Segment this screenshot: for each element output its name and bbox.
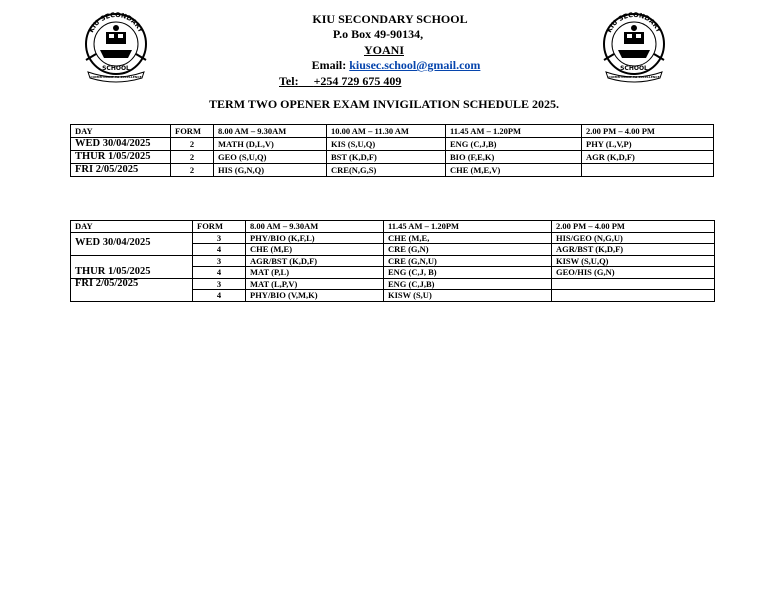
table-cell [552, 278, 715, 290]
header-cell: 10.00 AM – 11.30 AM [327, 125, 446, 138]
table-cell: CRE (G,N,U) [384, 255, 552, 267]
table-cell: GEO/HIS (G,N) [552, 267, 715, 279]
table-cell: AGR/BST (K,D,F) [246, 255, 384, 267]
table-cell: PHY (L,V,P) [582, 138, 714, 151]
table-row [71, 151, 714, 164]
table-cell: BST (K,D,F) [327, 151, 446, 164]
header-cell: 8.00 AM – 9.30AM [214, 125, 327, 138]
day-cell: THUR 1/05/2025 [71, 151, 171, 164]
table-cell: HIS/GEO (N,G,U) [552, 232, 715, 244]
town: YOANI [363, 43, 404, 57]
table-cell: ENG (C,J, B) [384, 267, 552, 279]
header-cell: 8.00 AM – 9.30AM [246, 221, 384, 233]
header-cell: FORM [193, 221, 246, 233]
email-link[interactable]: kiusec.school@gmail.com [349, 58, 481, 72]
logo-top-text: KIU SECONDARY [87, 10, 145, 34]
logo-motto: COMMITMENT TO EXCELLENCE [90, 75, 142, 79]
form-cell: 4 [193, 267, 246, 279]
table-cell [552, 290, 715, 302]
email-label: Email: [311, 58, 350, 72]
table-cell: ENG (C,J,B) [446, 138, 582, 151]
school-name: KIU SECONDARY SCHOOL [312, 12, 468, 26]
table-cell: CRE (G,N) [384, 244, 552, 256]
logo-motto: COMMITMENT TO EXCELLENCE [608, 75, 660, 79]
table-cell: HIS (G,N,Q) [214, 164, 327, 177]
table-cell: AGR/BST (K,D,F) [552, 244, 715, 256]
header-cell: 11.45 AM – 1.20PM [446, 125, 582, 138]
table-header-row [71, 125, 714, 138]
town-line [0, 43, 768, 58]
form-cell: 2 [171, 151, 214, 164]
table-cell: MAT (P,L) [246, 267, 384, 279]
table-cell: PHY/BIO (V,M,K) [246, 290, 384, 302]
form-cell: 3 [193, 255, 246, 267]
day-cell: WED 30/04/2025 [71, 232, 193, 255]
po-box: P.o Box 49-90134, [332, 27, 424, 41]
schedule-table-form3-4 [70, 220, 715, 302]
table-cell: MAT (L,P,V) [246, 278, 384, 290]
table-row [71, 164, 714, 177]
form-cell: 4 [193, 290, 246, 302]
tel-number: +254 729 675 409 [313, 74, 402, 88]
table-cell: AGR (K,D,F) [582, 151, 714, 164]
table-cell: KIS (S,U,Q) [327, 138, 446, 151]
logo-bottom-text: SCHOOL [620, 65, 648, 72]
header-cell: 2.00 PM – 4.00 PM [552, 221, 715, 233]
form-cell: 3 [193, 232, 246, 244]
header-cell: FORM [171, 125, 214, 138]
email-line [12, 58, 768, 73]
schedule-table-form2 [70, 124, 714, 177]
table-cell: CHE (M,E) [246, 244, 384, 256]
table-header-row [71, 221, 715, 233]
form-cell: 2 [171, 138, 214, 151]
tel-line [279, 74, 401, 89]
table-cell: KISW (S,U,Q) [552, 255, 715, 267]
table-cell [582, 164, 714, 177]
table-cell: ENG (C,J,B) [384, 278, 552, 290]
header-cell: DAY [71, 125, 171, 138]
day-cell: FRI 2/05/2025 [71, 164, 171, 177]
day-cell: FRI 2/05/2025 [71, 278, 193, 301]
table-cell: GEO (S,U,Q) [214, 151, 327, 164]
table-row [71, 278, 715, 290]
table-row [71, 138, 714, 151]
form-cell: 2 [171, 164, 214, 177]
form-cell: 3 [193, 278, 246, 290]
form-cell: 4 [193, 244, 246, 256]
table-row [71, 232, 715, 244]
table-cell: BIO (F,E,K) [446, 151, 582, 164]
header-cell: DAY [71, 221, 193, 233]
table-row [71, 255, 715, 267]
header-cell: 11.45 AM – 1.20PM [384, 221, 552, 233]
header-cell: 2.00 PM – 4.00 PM [582, 125, 714, 138]
logo-bottom-text: SCHOOL [102, 65, 130, 72]
tel-label: Tel: [279, 74, 299, 88]
table-cell: PHY/BIO (K,F,L) [246, 232, 384, 244]
logo-top-text: KIU SECONDARY [605, 10, 663, 34]
table-cell: CRE(N,G,S) [327, 164, 446, 177]
day-cell: WED 30/04/2025 [71, 138, 171, 151]
table-cell: MATH (D,L,V) [214, 138, 327, 151]
day-cell: THUR 1/05/2025 [71, 255, 193, 278]
page-title: TERM TWO OPENER EXAM INVIGILATION SCHEDULE 2025. [209, 97, 559, 111]
table-cell: CHE (M,E,V) [446, 164, 582, 177]
table-cell: CHE (M,E, [384, 232, 552, 244]
table-cell: KISW (S,U) [384, 290, 552, 302]
